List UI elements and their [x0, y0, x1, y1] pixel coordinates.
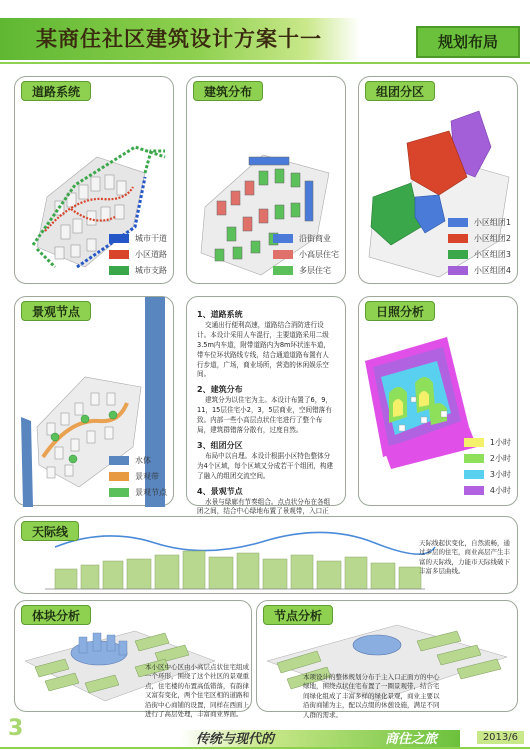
- note-section-body: 水景与绿廊有节奏组合。点点状分布在各组团之间，结合中心绿地布置了景观带，入口正: [197, 497, 331, 516]
- building-distribution-label: 建筑分布: [193, 81, 263, 101]
- legend-label: 3小时: [489, 469, 511, 479]
- legend-item: [448, 215, 511, 229]
- legend-item: [109, 263, 167, 277]
- legend-label: 小区组团3: [473, 249, 511, 259]
- legend-item: [448, 263, 511, 277]
- skyline-description: 天际线起伏变化，自然流畅，通过多层的住宅，商业高层产生丰富的天际线，力能市天际线破下丰富多层曲线。: [419, 539, 510, 576]
- legend-label: 小区组团2: [473, 233, 511, 243]
- footer-bar: [0, 728, 530, 748]
- note-section-title: 1、道路系统: [197, 310, 243, 319]
- design-notes-panel: [186, 296, 346, 516]
- node-analysis-description: 本项设计的整体规划分布于主入口正面方的中心绿地，围绕点状住宅布置了一圈景观带，结合宅间绿化组成了丰富多样的绿化景观，商业主要以沿街商铺为主，配以点缀的休憩设施，满足不同人群的需求。: [303, 673, 440, 719]
- group-zoning-label: 组团分区: [365, 81, 435, 101]
- sunlight-analysis-legend: [464, 433, 511, 497]
- legend-swatch: [273, 234, 293, 243]
- page-title: 某商住社区建筑设计方案十一: [36, 27, 322, 51]
- legend-item: [109, 247, 167, 261]
- legend-swatch: [109, 266, 129, 275]
- building-distribution-panel: [186, 76, 346, 284]
- legend-item: [109, 469, 167, 483]
- legend-swatch: [464, 470, 484, 479]
- landscape-node-legend: [109, 451, 167, 499]
- footer-date: 2013/6: [477, 731, 524, 744]
- legend-label: 城市干道: [135, 233, 167, 243]
- footer-slogan-highlight: 商住之旅: [385, 732, 438, 747]
- legend-swatch: [464, 486, 484, 495]
- legend-label: 小区道路: [135, 249, 167, 259]
- legend-item: [273, 247, 339, 261]
- legend-label: 1小时: [489, 437, 511, 447]
- legend-swatch: [273, 266, 293, 275]
- legend-label: 景观带: [135, 471, 159, 481]
- legend-swatch: [109, 250, 129, 259]
- legend-item: [464, 467, 511, 481]
- legend-swatch: [109, 488, 129, 497]
- note-section-title: 3、组团分区: [197, 440, 243, 450]
- mass-analysis-label: 体块分析: [21, 605, 91, 625]
- legend-swatch: [109, 234, 129, 243]
- road-system-panel: [14, 76, 174, 284]
- legend-label: 城市支路: [135, 265, 167, 275]
- footer-divider: [0, 747, 530, 749]
- legend-swatch: [273, 250, 293, 259]
- legend-item: [448, 231, 511, 245]
- skyline-label: 天际线: [21, 521, 79, 541]
- title-bar: [0, 18, 530, 60]
- legend-item: [109, 231, 167, 245]
- legend-item: [273, 263, 339, 277]
- legend-label: 小区组团4: [473, 265, 511, 275]
- note-section-title: 2、建筑分布: [197, 385, 243, 395]
- legend-item: [109, 453, 167, 467]
- legend-swatch: [109, 456, 129, 465]
- legend-label: 2小时: [489, 453, 511, 463]
- landscape-node-label: 景观节点: [21, 301, 91, 321]
- sunlight-analysis-panel: [358, 296, 518, 506]
- legend-label: 水体: [135, 455, 151, 465]
- page-number: 3: [8, 716, 24, 741]
- sunlight-analysis-label: 日照分析: [365, 301, 435, 321]
- note-section-body: 建筑分为以住宅为主。本设计布置了6，9，11，15层住宅小2，3，5层商业，空间错落有致。内部一些小高层点状住宅进行了整个布局，建筑群错落分散有，过度自然。: [197, 396, 333, 435]
- mass-analysis-description: 本小区中心区由小高层点状住宅组成一个环形，围绕了这个社区的景观重点，住宅楼的布置高低错落，有韵律又富有变化，两个住宅区相的道路和沿街中心商铺的设置，同样在西面上进行了高层处理，丰富商业界面。: [145, 663, 249, 719]
- footer-slogan: 传统与现代的: [196, 732, 275, 747]
- group-zoning-panel: [358, 76, 518, 284]
- legend-label: 4小时: [489, 485, 511, 495]
- node-analysis-label: 节点分析: [263, 605, 333, 625]
- legend-label: 小高层住宅: [299, 249, 339, 259]
- legend-label: 多层住宅: [299, 265, 331, 275]
- landscape-node-panel: [14, 296, 174, 506]
- legend-swatch: [448, 266, 468, 275]
- legend-item: [273, 231, 339, 245]
- legend-swatch: [448, 234, 468, 243]
- building-distribution-legend: [273, 229, 339, 277]
- legend-item: [448, 247, 511, 261]
- mass-analysis-panel: [14, 600, 252, 719]
- note-section-title: 4、景观节点: [197, 486, 243, 496]
- group-zoning-legend: [448, 213, 511, 277]
- note-section-body: 布局中以自理。本设计根据小区特色整体分为4个区域，每个区域又分成若干个组团，构建了融入的组团交流空间。: [197, 451, 334, 480]
- legend-swatch: [464, 454, 484, 463]
- note-section-body: 交通出行便利高速，道路结合消防进行设计。本设计采用人车混行，主要道路采用二级3.5m内车道，附带道路内为8m环状连车道，带车位环状路线专线，结合通道道路布置有人行步道，广场，商业场所，营造的休闲娱乐空间。: [197, 321, 331, 379]
- legend-label: 沿街商业: [299, 233, 331, 243]
- road-system-legend: [109, 229, 167, 277]
- legend-swatch: [448, 218, 468, 227]
- section-subtitle: 规划布局: [416, 26, 520, 58]
- skyline-panel: [14, 516, 518, 594]
- road-system-label: 道路系统: [21, 81, 91, 101]
- legend-item: [464, 435, 511, 449]
- legend-item: [464, 483, 511, 497]
- legend-item: [464, 451, 511, 465]
- legend-swatch: [109, 472, 129, 481]
- legend-item: [109, 485, 167, 499]
- legend-swatch: [448, 250, 468, 259]
- legend-label: 景观节点: [135, 487, 167, 497]
- legend-label: 小区组团1: [473, 217, 511, 227]
- legend-swatch: [464, 438, 484, 447]
- node-analysis-panel: [256, 600, 518, 719]
- title-divider: [0, 62, 530, 64]
